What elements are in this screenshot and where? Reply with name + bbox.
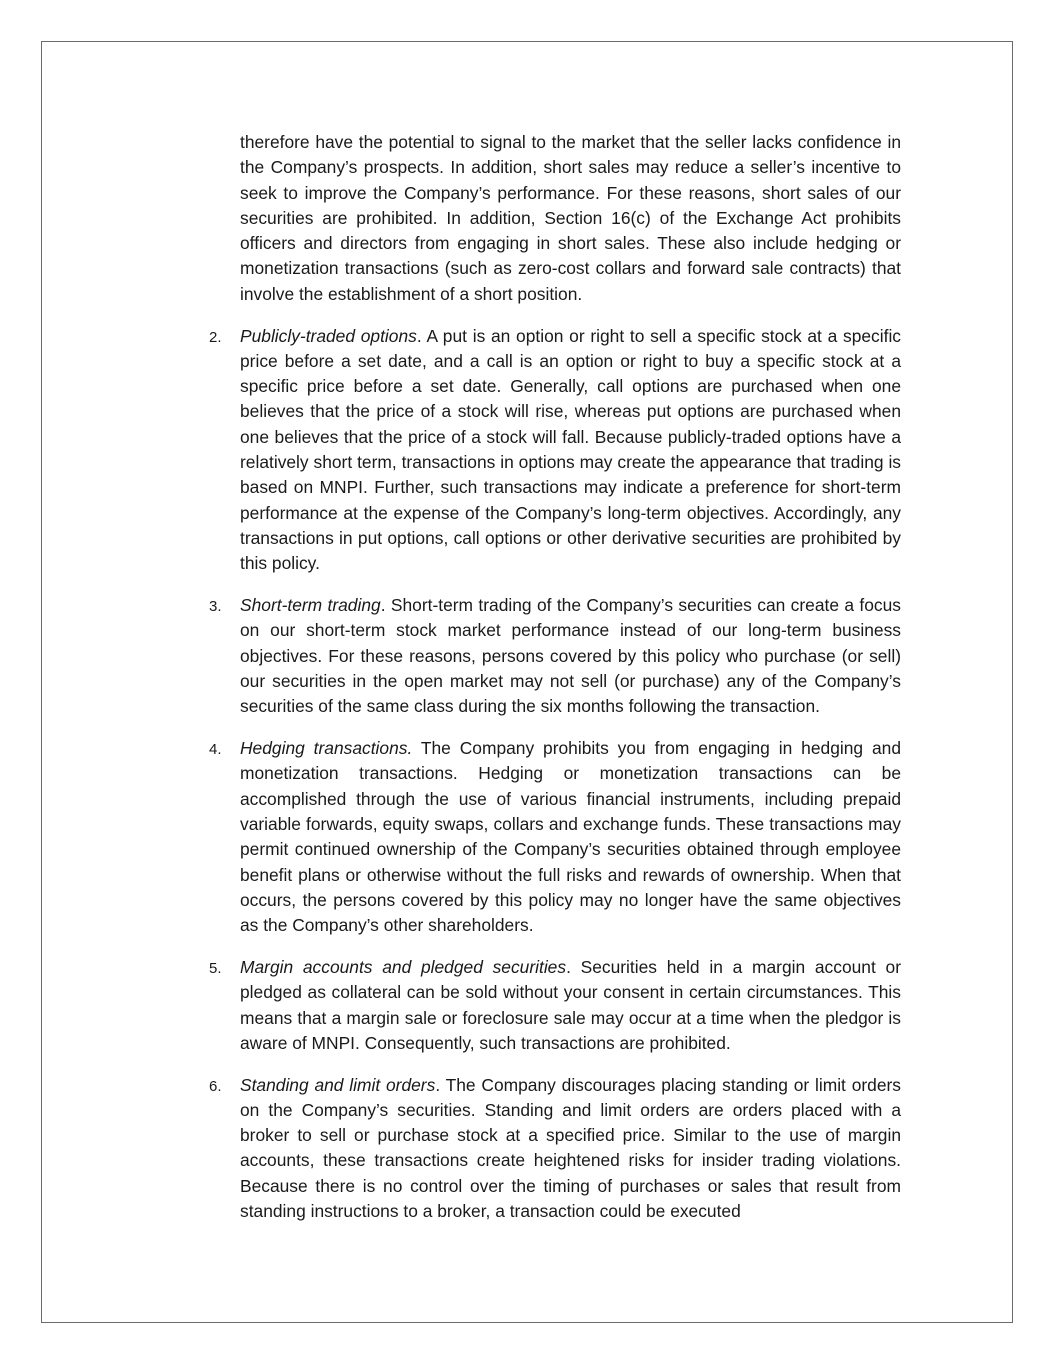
list-item-margin-accounts bbox=[209, 955, 901, 1056]
item-title: Short-term trading bbox=[240, 595, 381, 616]
item-title: Standing and limit orders bbox=[240, 1074, 436, 1095]
item-text: . A put is an option or right to sell a specific stock at a specific price before a set date, and a call is an option or right to buy a specific stock at a specific price before a set date. Generally, call options are purchased when one believes that the price of a stock will rise, whereas put options are purchased when one believes that the price of a stock will fall. Because publicly-traded options have a relatively short term, transactions in options may create the appearance that trading is based on MNPI. Further, such transactions may indicate a preference for short-term performance at the expense of the Company’s long-term objectives. Accordingly, any transactions in put options, call options or other derivative securities are prohibited by this policy. bbox=[240, 325, 901, 574]
list-item-standing-limit-orders bbox=[209, 1073, 901, 1225]
list-item-hedging-transactions bbox=[209, 736, 901, 938]
list-number: 6. bbox=[209, 1077, 222, 1095]
list-number: 2. bbox=[209, 328, 222, 346]
list-item-publicly-traded-options bbox=[209, 324, 901, 577]
list-item-short-term-trading bbox=[209, 593, 901, 719]
item-title: Margin accounts and pledged securities bbox=[240, 956, 567, 977]
item-text: . The Company discourages placing standing or limit orders on the Company’s securities. Standing and limit orders are orders placed with a broker to sell or purchase stock at a specified price. Similar to the use of margin accounts, these transactions create heightened risks for insider trading violations. Because there is no control over the timing of purchases or sales that result from standing instructions to a broker, a transaction could be executed bbox=[240, 1074, 901, 1222]
list-number: 3. bbox=[209, 598, 222, 616]
continuation-paragraph: therefore have the potential to signal to the market that the seller lacks confidence in the Company’s prospects. In addition, short sales may reduce a seller’s incentive to seek to improve the Company’s performance. For these reasons, short sales of our securities are prohibited. In addition, Section 16(c) of the Exchange Act prohibits officers and directors from engaging in short sales. These also include hedging or monetization transactions (such as zero-cost collars and forward sale contracts) that involve the establishment of a short position. bbox=[240, 132, 901, 304]
item-text: . Short-term trading of the Company’s securities can create a focus on our short-term stock market performance instead of our long-term business objectives. For these reasons, persons covered by this policy who purchase (or sell) our securities in the open market may not sell (or purchase) any of the Company’s securities of the same class during the six months following the transaction. bbox=[240, 595, 901, 717]
item-text: . Securities held in a margin account or pledged as collateral can be sold without your consent in certain circumstances. This means that a margin sale or foreclosure sale may occur at a time when the pledgor is aware of MNPI. Consequently, such transactions are prohibited. bbox=[240, 956, 901, 1053]
item-title: Publicly-traded options bbox=[240, 325, 417, 346]
item-title: Hedging transactions. bbox=[240, 738, 413, 759]
document-body bbox=[209, 130, 901, 1224]
item-text: The Company prohibits you from engaging in hedging and monetization transactions. Hedging or monetization transactions can be accomplished through the use of various financial instruments, including prepaid variable forwards, equity swaps, collars and exchange funds. These transactions may permit continued ownership of the Company’s securities obtained through employee benefit plans or otherwise without the full risks and rewards of ownership. When that occurs, the persons covered by this policy may no longer have the same objectives as the Company’s other shareholders. bbox=[240, 738, 901, 936]
list-number: 5. bbox=[209, 959, 222, 977]
list-number: 4. bbox=[209, 741, 222, 759]
